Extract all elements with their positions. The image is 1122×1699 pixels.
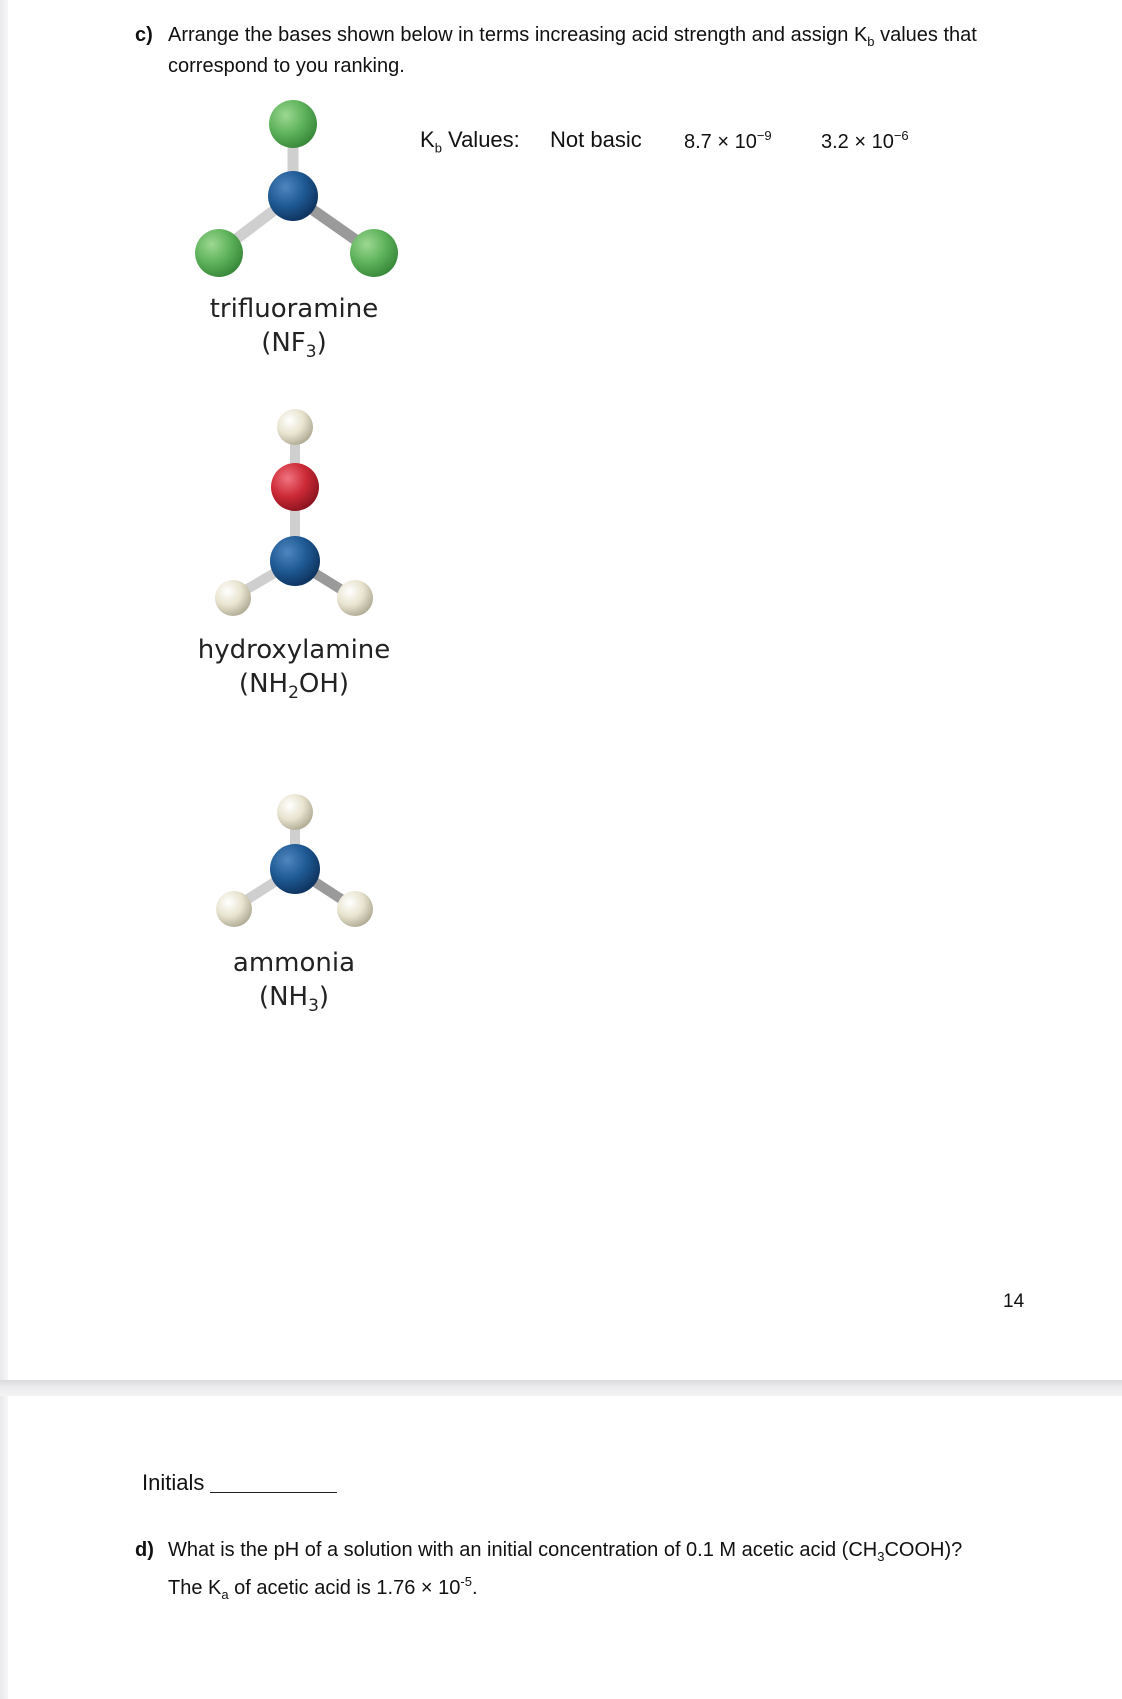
nh3-label (164, 946, 424, 1023)
oxygen-atom (271, 463, 319, 511)
nh2oh-ball-and-stick-model (200, 403, 390, 628)
nitrogen-atom (270, 536, 320, 586)
question-c-text: Arrange the bases shown below in terms increasing acid strength and assign $K_b$ values that correspond to you ranking. (168, 24, 977, 77)
initials-blank-line[interactable] (210, 1492, 337, 1493)
nf3-ball-and-stick-model (183, 92, 408, 292)
viewer-left-rail (0, 0, 8, 1699)
hydrogen-atom (216, 891, 252, 927)
nitrogen-atom (268, 171, 318, 221)
initials-label: Initials (142, 1470, 205, 1495)
page-separator (0, 1380, 1122, 1396)
nitrogen-atom (270, 844, 320, 894)
kb-values-label: $K_b$ Values: (420, 127, 520, 156)
hydrogen-atom (277, 409, 313, 445)
hydrogen-atom (277, 794, 313, 830)
hydrogen-atom (337, 891, 373, 927)
molecule-name: trifluoramine (209, 294, 379, 324)
question-d-letter: d) (135, 1539, 154, 1561)
kb-value-2: $3.2 \times 10^{-6}$ (821, 128, 909, 153)
question-c-letter: c) (135, 24, 153, 46)
molecule-name: ammonia (232, 948, 356, 978)
fluorine-atom (195, 229, 243, 277)
fluorine-atom (350, 229, 398, 277)
page-number: 14 (1003, 1291, 1025, 1312)
kb-value-1: $8.7 \times 10^{-9}$ (684, 128, 772, 153)
molecule-formula: $(NF_3)$ (261, 328, 327, 363)
initials-field (142, 1470, 337, 1496)
nh3-ball-and-stick-model (200, 793, 390, 938)
hydrogen-atom (337, 580, 373, 616)
molecule-formula: $(NH_3)$ (258, 982, 330, 1017)
question-d-text: What is the pH of a solution with an initial concentration of 0.1 M acetic acid $(CH_3COOH)$? The $K_a$ of acetic acid is $1.76 \times 10^{-5}$. (168, 1539, 963, 1602)
kb-not-basic: Not basic (550, 127, 642, 152)
hydrogen-atom (215, 580, 251, 616)
molecule-name: hydroxylamine (197, 635, 391, 665)
nf3-label (164, 292, 424, 369)
molecule-formula: $(NH_2OH)$ (238, 669, 350, 704)
nh2oh-label (164, 633, 424, 710)
fluorine-atom (269, 100, 317, 148)
